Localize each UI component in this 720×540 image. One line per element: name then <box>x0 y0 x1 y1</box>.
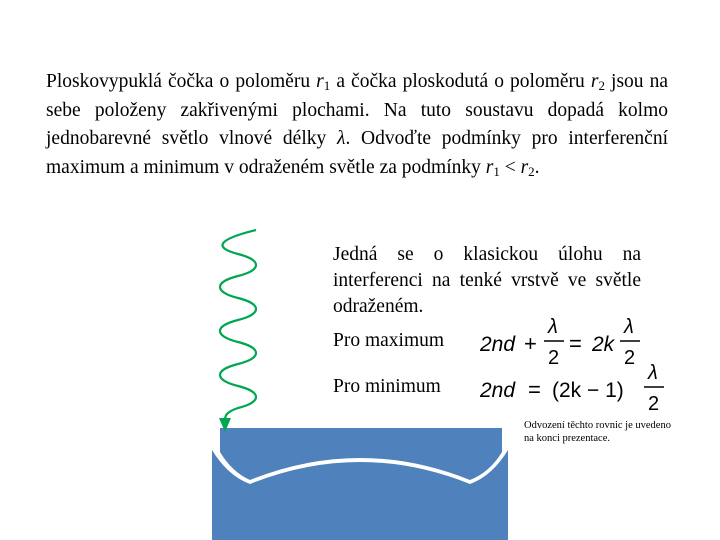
condition-operator: < <box>499 156 521 178</box>
formula-min-rhs-den: 2 <box>648 393 660 415</box>
problem-part-2: a čočka ploskodutá o poloměru <box>330 71 591 92</box>
r1-symbol: r <box>316 71 324 92</box>
formula-minimum <box>476 360 666 416</box>
problem-part-3: jsou na sebe položeny zakřivenými plochami. Na tuto soustavu dopadá kolmo jednobarevné světlo vlnové délky <box>46 71 669 149</box>
condition-r2-subscript: 2 <box>528 163 535 179</box>
minimum-label: Pro minimum <box>333 376 441 397</box>
problem-part-1: Ploskovypuklá čočka o poloměru <box>46 71 317 92</box>
lambda-symbol: λ <box>336 128 346 149</box>
formula-min-rhs-num: λ <box>648 362 658 384</box>
formula-max-rhs-den: 2 <box>624 347 636 369</box>
formula-max-plus: + <box>524 331 537 356</box>
condition-end: . <box>534 156 540 178</box>
formula-max-rhs-num: λ <box>624 316 634 338</box>
formula-min-rhs: (2k − 1) <box>552 379 624 402</box>
answer-block <box>333 242 641 320</box>
formula-max-frac-num: λ <box>548 316 558 338</box>
formula-max-eq: = <box>569 331 582 356</box>
r2-symbol: r <box>590 71 599 92</box>
formula-min-eq: = <box>528 377 541 402</box>
formula-max-lhs: 2nd <box>480 333 516 356</box>
condition-r2-symbol: r <box>520 156 529 178</box>
incident-light-wave <box>220 230 256 420</box>
condition-r1-symbol: r <box>485 156 494 178</box>
r2-subscript: 2 <box>598 78 605 93</box>
formula-max-rhs-coef: 2k <box>592 333 615 356</box>
formula-max-frac-den: 2 <box>548 347 560 369</box>
r1-subscript: 1 <box>323 78 331 93</box>
formula-min-lhs: 2nd <box>480 379 516 402</box>
answer-intro: Jedná se o klasickou úlohu na interferenci na tenké vrstvě ve světle odraženém. <box>333 244 641 317</box>
maximum-label: Pro maximum <box>333 330 445 351</box>
problem-part-4: . Odvoďte podmínky pro interferenční maximum a minimum v odraženém světle za podmínky <box>46 128 668 178</box>
derivation-note: Odvození těchto rovnic je uvedeno na konci prezentace. <box>524 420 671 444</box>
condition-r1-subscript: 1 <box>493 163 500 179</box>
